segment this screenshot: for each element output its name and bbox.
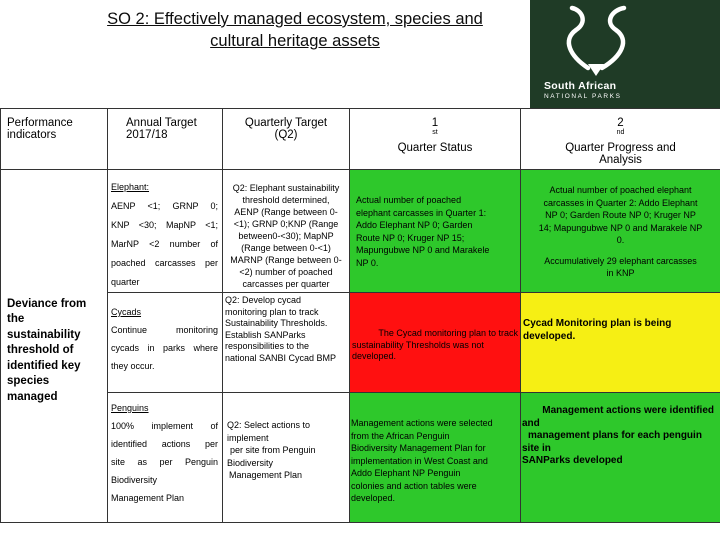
status-cycads-l3: developed. — [352, 351, 397, 361]
annual-cycads-l1: Continue monitoring — [111, 325, 218, 335]
progress-elephant-l7: in KNP — [606, 268, 635, 278]
q1-status-cycads — [350, 293, 521, 393]
quarterly-penguins-l3: per site from Penguin — [230, 445, 316, 455]
quarterly-elephant-l9: carcasses per quarter — [242, 279, 330, 289]
table-row-elephant — [1, 170, 720, 293]
annual-elephant-l3: MarNP <2 number of — [111, 239, 218, 249]
header-annual-l1: Annual Target — [126, 117, 197, 129]
status-penguins-l6: colonies and action tables were — [351, 480, 477, 491]
annual-penguins-l1: 100% implement of — [111, 421, 218, 431]
header-status-pre: 1 — [431, 117, 439, 129]
header-status-line — [350, 117, 520, 154]
quarterly-penguins-l4: Biodiversity — [227, 457, 274, 468]
annual-penguins-heading: Penguins — [111, 403, 149, 413]
sanparks-logo — [530, 0, 720, 108]
annual-elephant-l1: AENP <1; GRNP 0; — [111, 201, 218, 211]
quarterly-elephant-l8: <2) number of poached — [239, 267, 333, 277]
logo-text-line-1: South African — [544, 80, 617, 92]
kudu-horns-icon — [530, 0, 720, 80]
quarterly-cycads-l3: Sustainability Thresholds. — [225, 318, 328, 328]
quarterly-penguins-l2: implement — [227, 432, 269, 443]
progress-elephant-l1: Actual number of poached elephant — [549, 185, 692, 195]
quarterly-cycads-l6: national SANBI Cycad BMP — [225, 352, 337, 363]
annual-elephant-l5: quarter — [111, 277, 140, 287]
header-quarterly-target — [223, 109, 350, 170]
indicator-cell — [1, 170, 108, 523]
table-header-row — [1, 109, 720, 170]
annual-cycads-heading: Cycads — [111, 307, 142, 317]
quarterly-elephant-l1: Q2: Elephant sustainability — [232, 183, 340, 193]
title-line-1: SO 2: Effectively managed ecosystem, species and — [107, 10, 483, 28]
table-row-cycads — [1, 293, 720, 393]
quarterly-elephant-l5: between0-<30); MapNP — [238, 231, 334, 241]
header-quarterly-l2: (Q2) — [274, 129, 298, 141]
quarterly-cycads-l4: Establish SANParks — [225, 329, 306, 340]
performance-table — [0, 108, 720, 523]
status-penguins-l3: Biodiversity Management Plan for — [351, 443, 486, 453]
indicator-l1: Deviance from — [7, 297, 87, 310]
header-indicators-l1: Performance — [7, 117, 73, 129]
annual-penguins-l2: identified actions per — [111, 439, 218, 449]
indicator-l4: threshold of — [7, 344, 74, 357]
header-progress-sup: nd — [616, 129, 625, 136]
progress-elephant-l6: Accumulatively 29 elephant carcasses — [544, 255, 697, 266]
title-line-2: cultural heritage assets — [210, 32, 380, 50]
logo-text-line-2: NATIONAL PARKS — [544, 93, 622, 100]
quarterly-elephant-l4: <1); GRNP 0;KNP (Range — [233, 219, 339, 229]
progress-penguins-l2: and — [522, 417, 540, 429]
progress-elephant-l2: carcasses in Quarter 2: Addo Elephant — [543, 197, 698, 208]
quarterly-target-cycads — [223, 293, 350, 393]
header-status-sup: st — [432, 129, 438, 136]
status-elephant-l2: elephant carcasses in Quarter 1: — [356, 207, 487, 218]
progress-penguins-l1: Management actions were identified — [542, 405, 714, 416]
annual-penguins-l3: site as per Penguin — [111, 457, 218, 467]
progress-penguins-l3: management plans for each penguin — [528, 430, 702, 441]
status-elephant-l6: NP 0. — [356, 257, 379, 268]
quarterly-target-elephant — [223, 170, 350, 293]
status-cycads-l1: The Cycad monitoring plan to track — [378, 328, 518, 338]
status-penguins-l2: from the African Penguin — [351, 430, 450, 441]
table-row-penguins — [1, 393, 720, 523]
quarterly-target-penguins — [223, 393, 350, 523]
q2-progress-elephant — [521, 170, 720, 293]
progress-elephant-l3: NP 0; Garden Route NP 0; Kruger NP — [545, 210, 696, 220]
status-cycads-l2: sustainability Thresholds was not — [352, 339, 484, 350]
progress-elephant-l5: 0. — [616, 235, 625, 245]
indicator-l5: identified key — [7, 359, 81, 372]
quarterly-cycads-l2: monitoring plan to track — [225, 306, 319, 317]
annual-target-elephant — [108, 170, 223, 293]
header-progress-l2: Analysis — [599, 153, 642, 166]
status-penguins-l7: developed. — [351, 493, 396, 503]
header-progress-line — [521, 117, 720, 154]
indicator-l3: sustainability — [7, 328, 81, 341]
slide-header — [0, 0, 720, 108]
indicator-l2: the — [7, 313, 25, 326]
status-penguins-l5: Addo Elephant NP Penguin — [351, 468, 461, 478]
quarterly-cycads-l5: responsibilities to the — [225, 341, 310, 351]
annual-cycads-l2: cycads in parks where — [111, 343, 218, 353]
annual-cycads-l3: they occur. — [111, 361, 155, 371]
header-status-post: Quarter Status — [397, 141, 473, 154]
progress-cycads-l1: Cycad Monitoring plan is being — [523, 318, 672, 329]
header-quarterly-l1: Quarterly Target — [244, 117, 328, 129]
quarterly-elephant-l2: threshold determined, — [242, 195, 330, 205]
quarterly-elephant-l7: MARNP (Range between 0- — [230, 255, 342, 265]
header-annual-l2: 2017/18 — [126, 129, 168, 141]
status-elephant-l5: Mapungubwe NP 0 and Marakele — [356, 245, 490, 255]
q1-status-penguins — [350, 393, 521, 523]
status-elephant-l4: Route NP 0; Kruger NP 15; — [356, 232, 465, 243]
header-indicators — [1, 109, 108, 170]
header-progress-post: Quarter Progress and — [565, 141, 676, 154]
indicator-l6: species — [7, 375, 50, 388]
progress-elephant-l4: 14; Mapungubwe NP 0 and Marakele NP — [538, 222, 703, 233]
quarterly-elephant-l3: AENP (Range between 0- — [234, 207, 338, 217]
status-elephant-l1: Actual number of poached — [356, 195, 462, 205]
quarterly-penguins-l5: Management Plan — [229, 470, 303, 480]
progress-penguins-l5: SANParks developed — [522, 455, 623, 466]
q2-progress-cycads — [521, 293, 720, 393]
status-penguins-l1: Management actions were selected — [351, 418, 493, 428]
header-progress-pre: 2 — [617, 117, 624, 129]
quarterly-penguins-l1: Q2: Select actions to — [227, 420, 311, 430]
annual-elephant-l4: poached carcasses per — [111, 258, 218, 268]
header-indicators-l2: indicators — [7, 129, 57, 141]
slide-title — [40, 8, 550, 52]
progress-cycads-l2: developed. — [523, 330, 576, 342]
header-annual-target — [108, 109, 223, 170]
status-elephant-l3: Addo Elephant NP 0; Garden — [356, 220, 473, 230]
annual-elephant-l2: KNP <30; MapNP <1; — [111, 220, 218, 230]
header-q2-progress — [521, 109, 720, 170]
status-penguins-l4: implementation in West Coast and — [351, 455, 488, 466]
annual-target-penguins — [108, 393, 223, 523]
quarterly-cycads-l1: Q2: Develop cycad — [225, 295, 302, 305]
header-q1-status — [350, 109, 521, 170]
q2-progress-penguins — [521, 393, 720, 523]
progress-penguins-l4: site in — [522, 442, 551, 454]
annual-penguins-l5: Management Plan — [111, 493, 185, 503]
q1-status-elephant — [350, 170, 521, 293]
annual-elephant-heading: Elephant: — [111, 182, 150, 192]
quarterly-elephant-l6: (Range between 0-<1) — [241, 243, 331, 253]
annual-target-cycads — [108, 293, 223, 393]
annual-penguins-l4: Biodiversity — [111, 475, 158, 485]
indicator-l7: managed — [7, 390, 58, 403]
